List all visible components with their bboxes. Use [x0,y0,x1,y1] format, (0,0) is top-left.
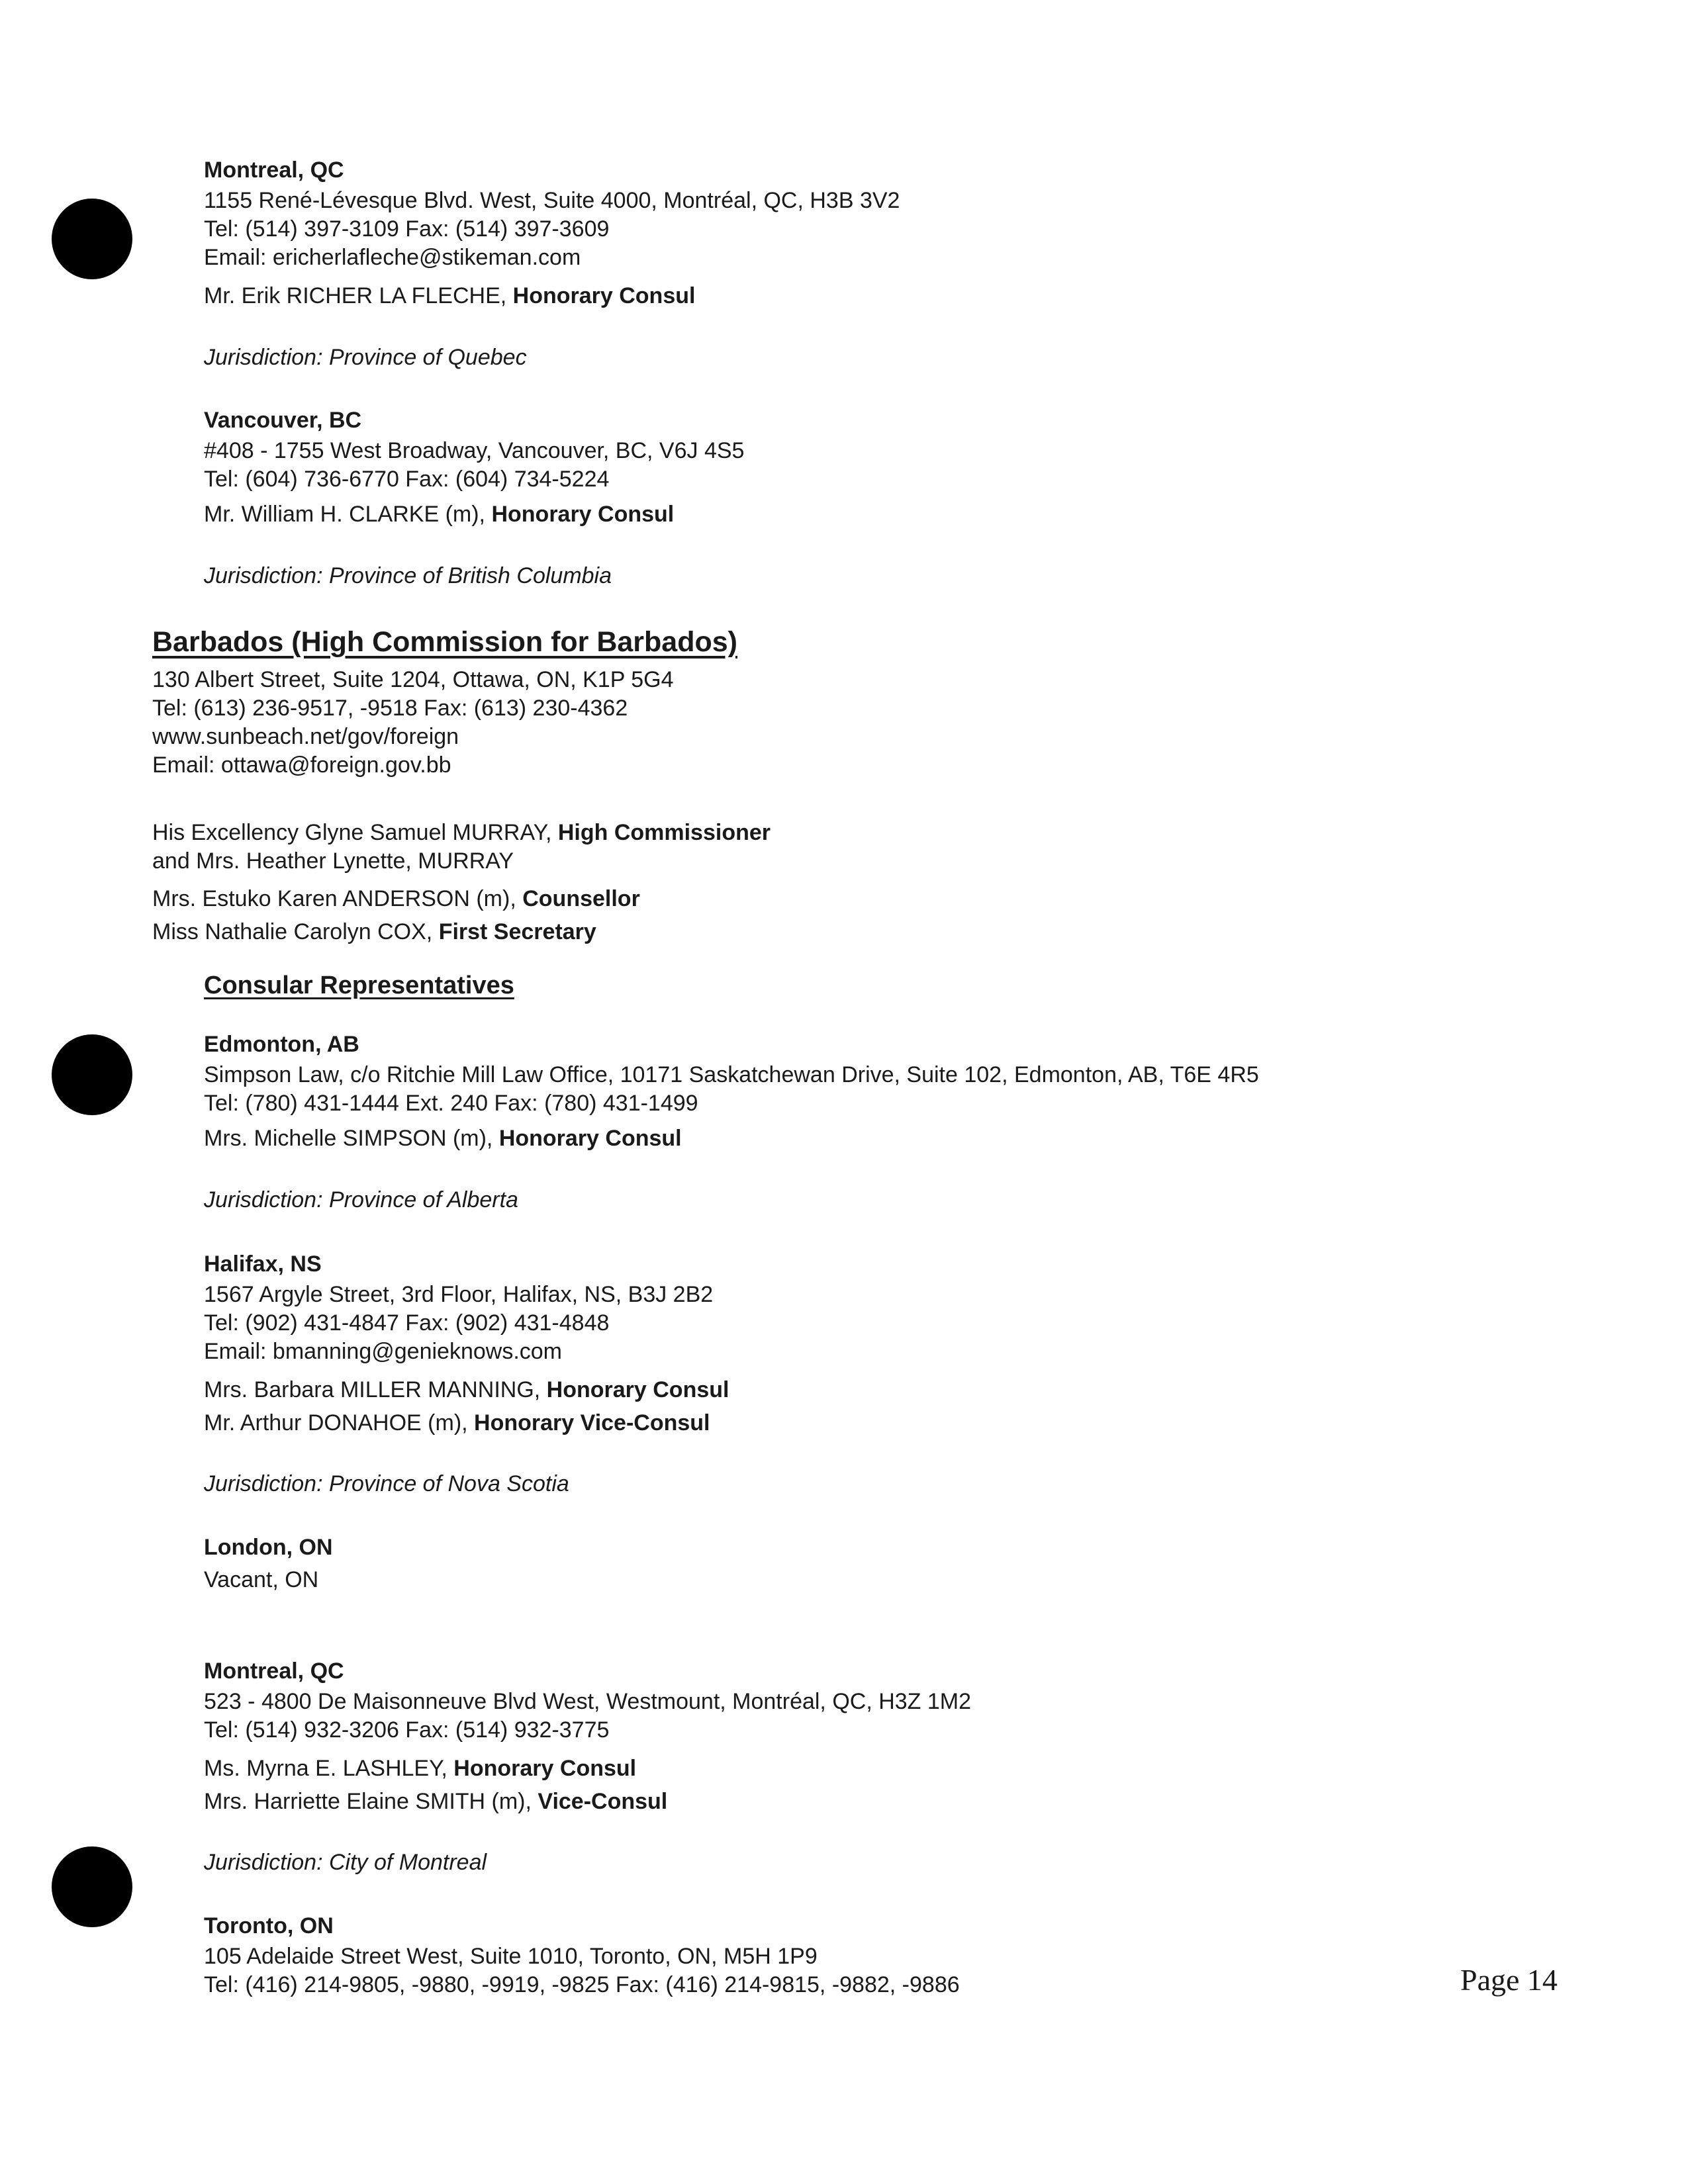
person-title: Honorary Consul [498,1126,682,1151]
consular-heading: Consular Representatives [204,972,514,999]
person-title: Honorary Consul [491,502,675,527]
section-heading: Barbados (High Commission for Barbados) [152,626,737,658]
punch-hole-top [52,199,132,279]
address: 1567 Argyle Street, 3rd Floor, Halifax, NS, B3J 2B2 [204,1282,714,1307]
staff-name: Mrs. Estuko Karen ANDERSON (m), [152,886,523,911]
person-title: Honorary Consul [546,1377,729,1402]
staff-title: High Commissioner [557,820,771,845]
staff-name: Miss Nathalie Carolyn COX, [152,919,439,944]
city-heading: Edmonton, AB [204,1032,359,1057]
punch-hole-middle [52,1034,132,1115]
person [204,501,674,527]
person [204,1377,729,1403]
website: www.sunbeach.net/gov/foreign [152,724,459,749]
staff-title: First Secretary [438,919,596,944]
city-heading: London, ON [204,1535,333,1560]
city-heading: Toronto, ON [204,1913,334,1938]
phone-fax: Tel: (604) 736-6770 Fax: (604) 734-5224 [204,467,610,492]
address: #408 - 1755 West Broadway, Vancouver, BC, V6J 4S5 [204,438,745,463]
person [204,1410,710,1436]
page-number: Page 14 [1460,1963,1558,1997]
staff-member [152,886,640,912]
city-heading: Halifax, NS [204,1251,322,1277]
punch-hole-bottom [52,1846,132,1927]
staff-member [152,848,514,874]
jurisdiction: Jurisdiction: Province of Quebec [204,345,527,370]
staff-name: and Mrs. Heather Lynette, MURRAY [152,848,514,874]
email: Email: ottawa@foreign.gov.bb [152,752,451,778]
person-title: Vice-Consul [538,1789,668,1814]
person-title: Honorary Vice-Consul [474,1410,710,1435]
email: Email: bmanning@genieknows.com [204,1339,562,1364]
person-name: Mrs. Barbara MILLER MANNING, [204,1377,547,1402]
address: 105 Adelaide Street West, Suite 1010, Toronto, ON, M5H 1P9 [204,1944,818,1969]
city-heading: Montreal, QC [204,158,344,183]
jurisdiction: Jurisdiction: City of Montreal [204,1850,487,1875]
vacancy-status: Vacant, ON [204,1567,319,1592]
staff-member [152,819,771,846]
phone-fax: Tel: (613) 236-9517, -9518 Fax: (613) 230-4362 [152,696,628,721]
phone-fax: Tel: (902) 431-4847 Fax: (902) 431-4848 [204,1310,610,1336]
person-name: Mr. Erik RICHER LA FLECHE, [204,283,513,308]
address: 1155 René-Lévesque Blvd. West, Suite 4000, Montréal, QC, H3B 3V2 [204,188,900,213]
phone-fax: Tel: (780) 431-1444 Ext. 240 Fax: (780) 431-1499 [204,1091,698,1116]
person [204,283,695,309]
person-name: Ms. Myrna E. LASHLEY, [204,1756,454,1781]
address: 523 - 4800 De Maisonneuve Blvd West, Westmount, Montréal, QC, H3Z 1M2 [204,1689,972,1714]
person [204,1788,667,1815]
person-name: Mrs. Harriette Elaine SMITH (m), [204,1789,538,1814]
person [204,1125,682,1152]
person-title: Honorary Consul [453,1756,637,1781]
person [204,1755,636,1782]
address: 130 Albert Street, Suite 1204, Ottawa, ON, K1P 5G4 [152,667,674,692]
staff-member [152,919,596,945]
city-heading: Montreal, QC [204,1659,344,1684]
person-name: Mrs. Michelle SIMPSON (m), [204,1126,499,1151]
jurisdiction: Jurisdiction: Province of Alberta [204,1187,518,1212]
person-name: Mr. William H. CLARKE (m), [204,502,492,527]
staff-name: His Excellency Glyne Samuel MURRAY, [152,820,558,845]
jurisdiction: Jurisdiction: Province of British Columbia [204,563,612,588]
address: Simpson Law, c/o Ritchie Mill Law Office, 10171 Saskatchewan Drive, Suite 102, Edmonton, AB, T6E 4R5 [204,1062,1259,1087]
city-heading: Vancouver, BC [204,408,362,433]
email: Email: ericherlafleche@stikeman.com [204,245,581,270]
person-title: Honorary Consul [512,283,696,308]
jurisdiction: Jurisdiction: Province of Nova Scotia [204,1471,569,1496]
person-name: Mr. Arthur DONAHOE (m), [204,1410,475,1435]
staff-title: Counsellor [522,886,640,911]
phone-fax: Tel: (416) 214-9805, -9880, -9919, -9825 Fax: (416) 214-9815, -9882, -9886 [204,1972,960,1997]
phone-fax: Tel: (514) 932-3206 Fax: (514) 932-3775 [204,1717,610,1743]
phone-fax: Tel: (514) 397-3109 Fax: (514) 397-3609 [204,216,610,242]
